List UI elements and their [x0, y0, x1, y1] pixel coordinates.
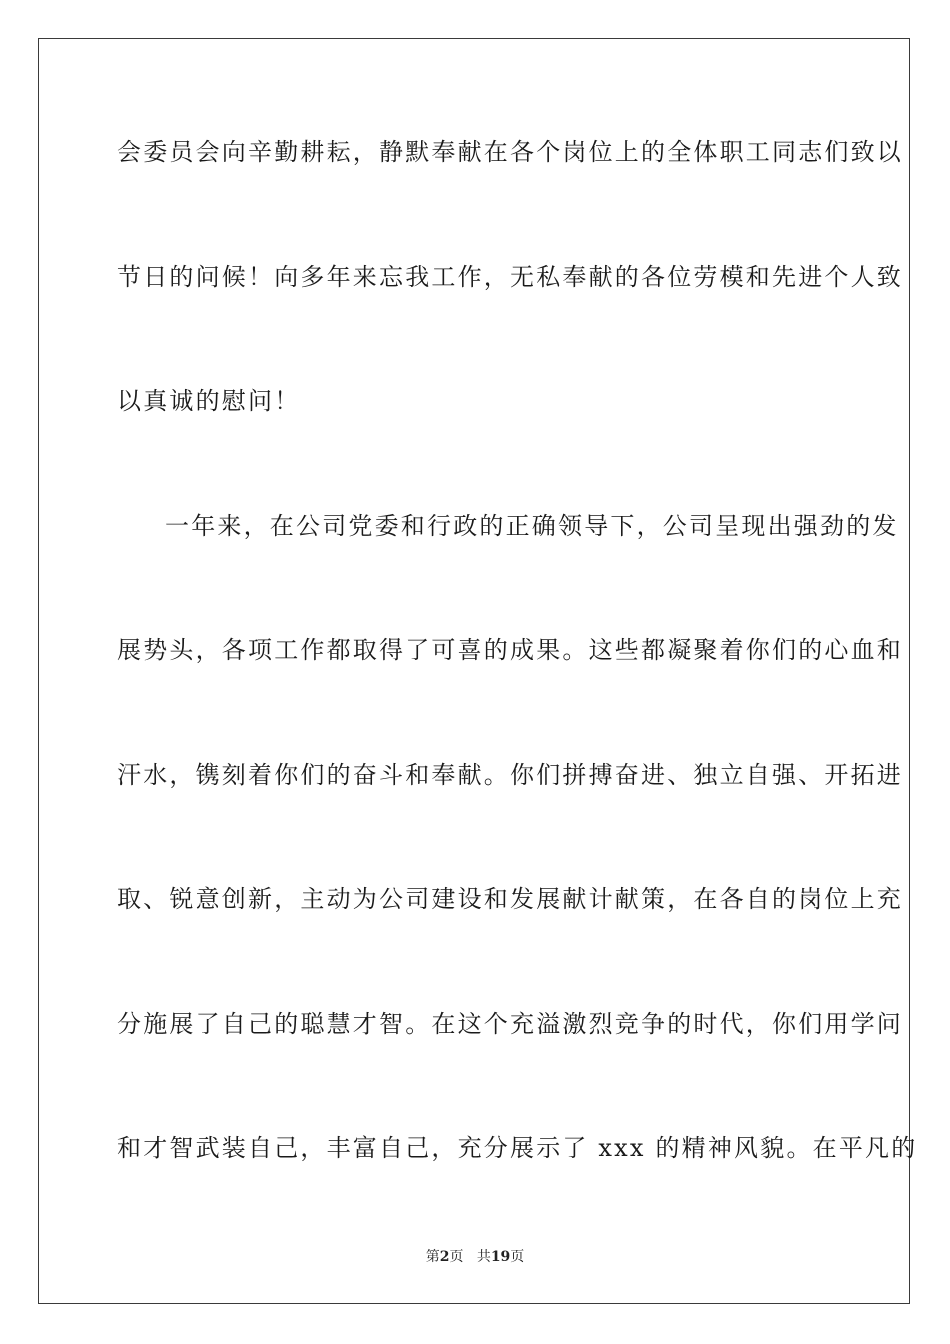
footer-page-number: 2: [439, 1249, 450, 1265]
body-line-8: 分施展了自己的聪慧才智。在这个充溢激烈竞争的时代，你们用学问: [117, 1010, 903, 1038]
body-line-6: 汗水，镌刻着你们的奋斗和奉献。你们拼搏奋进、独立自强、开拓进: [117, 761, 903, 789]
footer-page-suffix: 页: [449, 1249, 464, 1265]
body-line-2: 节日的问候！向多年来忘我工作，无私奉献的各位劳模和先进个人致: [117, 263, 903, 291]
body-line-5: 展势头，各项工作都取得了可喜的成果。这些都凝聚着你们的心血和: [117, 636, 903, 664]
page-footer: [0, 1248, 950, 1266]
page-border: [38, 38, 918, 1304]
body-line-1: 会委员会向辛勤耕耘，静默奉献在各个岗位上的全体职工同志们致以: [117, 138, 903, 166]
body-line-3: 以真诚的慰问！: [117, 387, 301, 415]
footer-total-suffix: 页: [510, 1249, 525, 1265]
body-line-4: 一年来，在公司党委和行政的正确领导下，公司呈现出强劲的发: [165, 512, 899, 540]
footer-page-prefix: 第: [425, 1249, 440, 1265]
footer-total-pages: 19: [490, 1249, 511, 1265]
body-line-9: 和才智武装自己，丰富自己，充分展示了 xxx 的精神风貌。在平凡的: [117, 1134, 918, 1162]
footer-total-prefix: 共: [476, 1249, 491, 1265]
body-line-7: 取、锐意创新，主动为公司建设和发展献计献策，在各自的岗位上充: [117, 885, 903, 913]
